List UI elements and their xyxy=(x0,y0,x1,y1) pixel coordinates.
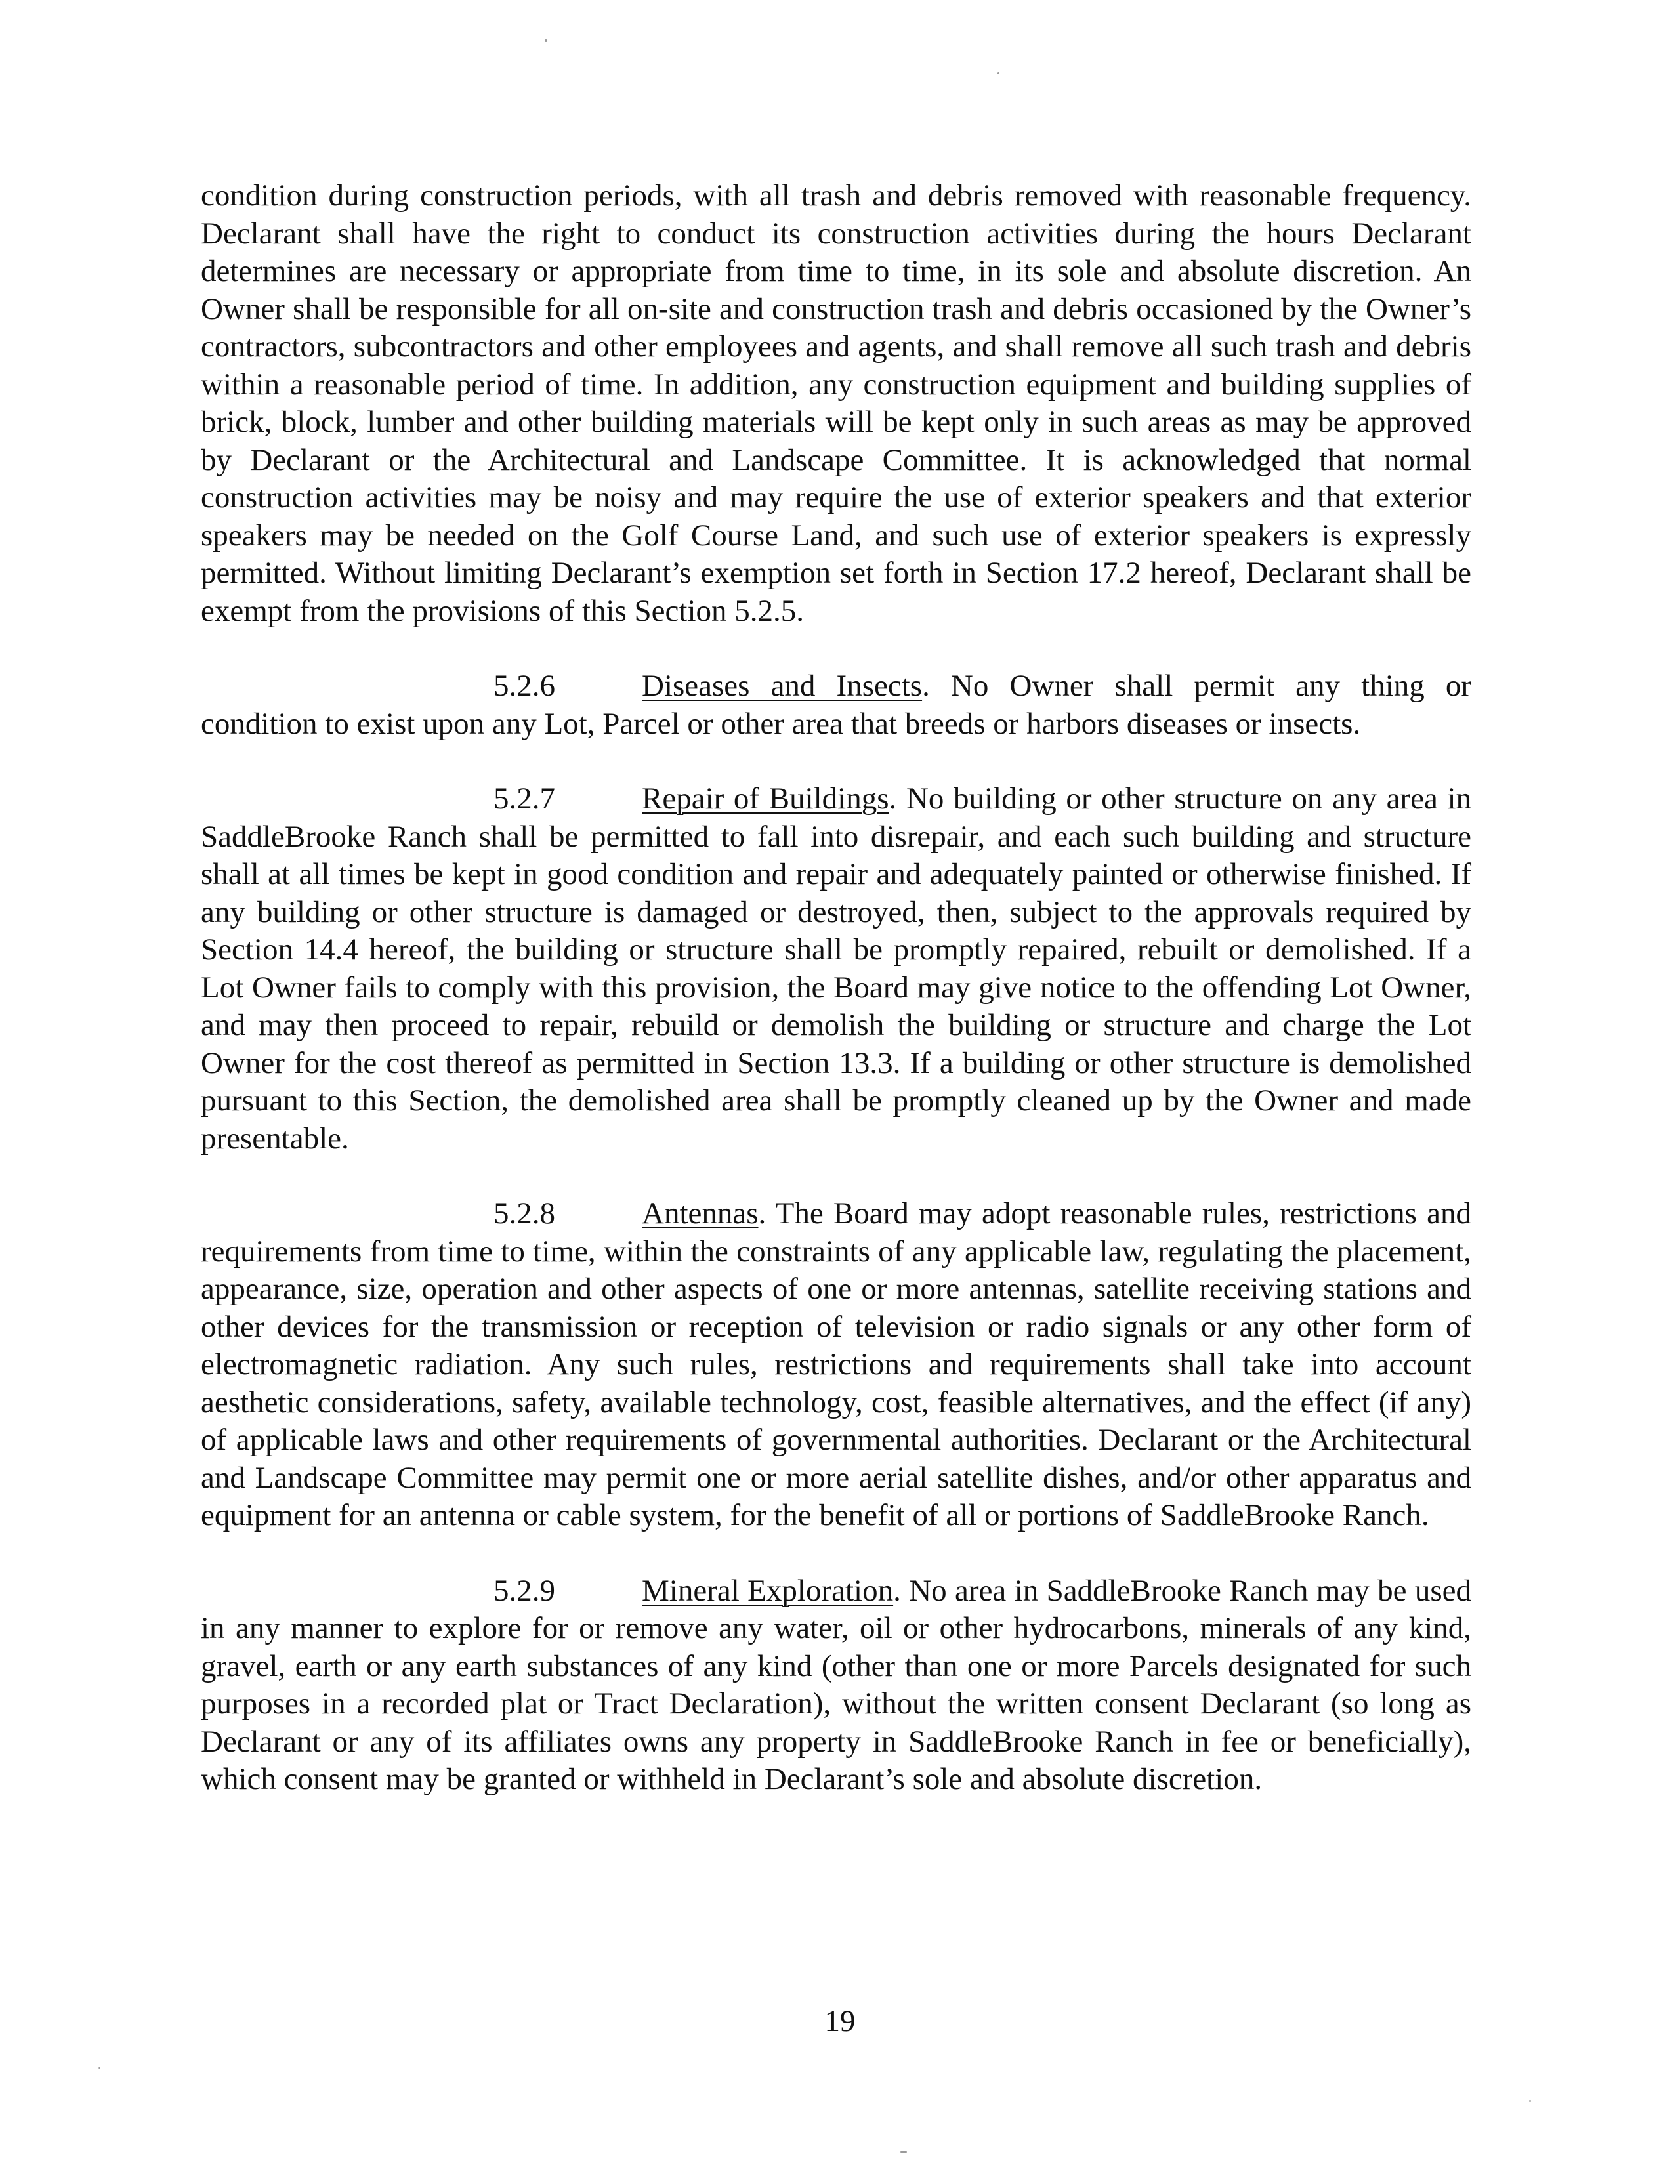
document-body xyxy=(201,177,1471,1836)
section-text: . No Owner shall permit any thing or condition to exist upon any Lot, Parcel or other area that breeds or harbors diseases or insects. xyxy=(201,669,1472,741)
section-5-2-8 xyxy=(201,1195,1471,1535)
section-number: 5.2.6 xyxy=(494,669,555,703)
scan-speck xyxy=(1529,2100,1531,2102)
section-title: Diseases and Insects xyxy=(642,669,923,703)
section-number: 5.2.8 xyxy=(494,1196,555,1230)
scan-speck xyxy=(998,72,999,74)
section-number: 5.2.7 xyxy=(494,782,555,816)
section-title: Repair of Buildings xyxy=(642,782,889,816)
section-5-2-7 xyxy=(201,780,1471,1158)
scan-speck xyxy=(98,2067,100,2069)
section-text: . No building or other structure on any area in SaddleBrooke Ranch shall be permitted to fall into disrepair, and each such building and structure shall at all times be kept in good condition and repair and adequately painted or otherwise finished. If any building or other structure is damaged or destroyed, then, subject to the approvals required by Section 14.4 hereof, the building or structure shall be promptly repaired, rebuilt or demolished. If a Lot Owner fails to comply with this provision, the Board may give notice to the offending Lot Owner, and may then proceed to repair, rebuild or demolish the building or structure and charge the Lot Owner for the cost thereof as permitted in Section 13.3. If a building or other structure is demolished pursuant to this Section, the demolished area shall be promptly cleaned up by the Owner and made presentable. xyxy=(201,782,1472,1156)
intro-paragraph: condition during construction periods, with all trash and debris removed with reasonable frequency. Declarant shall have the right to conduct its construction activities during the hours Declarant determines are necessary or appropriate from time to time, in its sole and absolute discretion. An Owner shall be responsible for all on-site and construction trash and debris occasioned by the Owner’s contractors, subcontractors and other employees and agents, and shall remove all such trash and debris within a reasonable period of time. In addition, any construction equipment and building supplies of brick, block, lumber and other building materials will be kept only in such areas as may be approved by Declarant or the Architectural and Landscape Committee. It is acknowledged that normal construction activities may be noisy and may require the use of exterior speakers and that exterior speakers may be needed on the Golf Course Land, and such use of exterior speakers is expressly permitted. Without limiting Declarant’s exemption set forth in Section 17.2 hereof, Declarant shall be exempt from the provisions of this Section 5.2.5. xyxy=(201,178,1471,628)
section-text: . No area in SaddleBrooke Ranch may be used in any manner to explore for or remove any water, oil or other hydrocarbons, minerals of any kind, gravel, earth or any earth substances of any kind (other than one or more Parcels designated for such purposes in a recorded plat or Tract Declaration), without the written consent Declarant (so long as Declarant or any of its affiliates owns any property in SaddleBrooke Ranch in fee or beneficially), which consent may be granted or withheld in Declarant’s sole and absolute discretion. xyxy=(201,1573,1471,1796)
page-number: 19 xyxy=(824,2004,856,2038)
section-5-2-6 xyxy=(201,667,1471,743)
scan-speck xyxy=(545,39,547,42)
section-text: . The Board may adopt reasonable rules, restrictions and requirements from time to time, within the constraints of any applicable law, regulating the placement, appearance, size, operation and other aspects of one or more antennas, satellite receiving stations and other devices for the transmission or reception of television or radio signals or any other form of electromagnetic radiation. Any such rules, restrictions and requirements shall take into account aesthetic considerations, safety, available technology, cost, feasible alternatives, and the effect (if any) of applicable laws and other requirements of governmental authorities. Declarant or the Architectural and Landscape Committee may permit one or more aerial satellite dishes, and/or other apparatus and equipment for an antenna or cable system, for the benefit of all or portions of SaddleBrooke Ranch. xyxy=(201,1196,1471,1532)
section-5-2-9 xyxy=(201,1572,1471,1799)
section-title: Mineral Exploration xyxy=(642,1573,894,1608)
section-number: 5.2.9 xyxy=(494,1573,555,1608)
scan-speck xyxy=(900,2151,907,2153)
section-title: Antennas xyxy=(642,1196,759,1230)
